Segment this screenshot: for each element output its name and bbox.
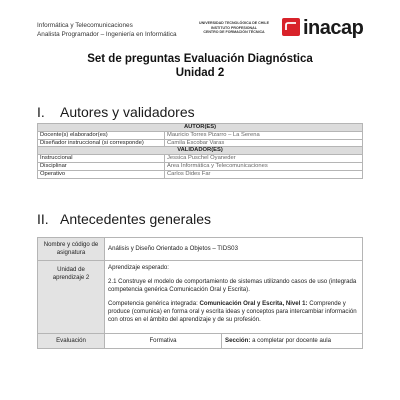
section-label: Sección:	[225, 337, 251, 344]
role-cell: Disciplinar	[38, 162, 165, 170]
authors-band-row	[38, 124, 363, 132]
role-cell: Operativo	[38, 170, 165, 178]
background-table	[37, 237, 363, 349]
header-program-line: Analista Programador – Ingeniería en Informática	[37, 30, 177, 38]
section-title: Autores y validadores	[60, 104, 195, 120]
generic-competency	[108, 300, 359, 324]
competency-bold: Comunicación Oral y Escrita, Nivel 1:	[199, 300, 308, 307]
evaluation-type-cell: Formativa	[105, 334, 222, 349]
section-value: a completar por docente aula	[250, 337, 332, 344]
evaluation-label-cell: Evaluación	[38, 334, 105, 349]
value-cell: Camila Escobar Varas	[165, 139, 363, 147]
authors-band: AUTOR(ES)	[38, 124, 363, 132]
table-row	[38, 170, 363, 178]
inacap-logo-word: inacap	[303, 17, 364, 39]
logo-caption-line2: INSTITUTO PROFESIONAL	[211, 25, 257, 30]
unit-label-cell: Unidad de aprendizaje 2	[38, 261, 105, 334]
section-number: II.	[37, 211, 49, 227]
table-row	[38, 334, 363, 349]
role-cell: Instruccional	[38, 155, 165, 163]
unit-content-cell	[105, 261, 363, 334]
logo-caption-line3: CENTRO DE FORMACIÓN TÉCNICA	[203, 30, 265, 34]
header-area-line: Informática y Telecomunicaciones	[37, 22, 133, 29]
value-cell: Mauricio Torres Pizarro – La Serena	[165, 131, 363, 139]
expected-learning-text: 2.1 Construye el modelo de comportamiento de sistemas utilizando casos de uso (integrada competencia genérica Comunicación Oral y Escrita).	[108, 278, 357, 293]
course-value-cell: Análisis y Diseño Orientado a Objetos – TIDS03	[105, 238, 363, 261]
competency-prefix: Competencia genérica integrada:	[108, 300, 200, 307]
value-cell: Área Informática y Telecomunicaciones	[165, 162, 363, 170]
role-cell: Diseñador instruccional (si corresponde)	[38, 139, 165, 147]
table-row	[38, 261, 363, 334]
validators-band: VALIDADOR(ES)	[38, 147, 363, 155]
validators-band-row	[38, 147, 363, 155]
logo-caption-line1: UNIVERSIDAD TECNOLÓGICA DE CHILE	[199, 21, 269, 25]
table-row	[38, 155, 363, 163]
value-cell: Jessica Puschel Oyaneder	[165, 155, 363, 163]
table-row	[38, 139, 363, 147]
section-cell	[222, 334, 363, 349]
authors-table	[37, 123, 363, 179]
document-subtitle: Unidad 2	[175, 67, 225, 79]
course-label-cell: Nombre y código de asignatura	[38, 238, 105, 261]
value-cell: Carlos Dides Far	[165, 170, 363, 178]
section-title: Antecedentes generales	[60, 211, 211, 227]
header-faculty	[37, 22, 177, 39]
section-number: I.	[37, 104, 45, 120]
logo-caption	[192, 21, 276, 35]
table-row	[38, 238, 363, 261]
competency-text: Comprende y produce (comunica) en forma oral y escrita ideas y conceptos para intercambiar información con otros en el ámbito del aprendizaje y de su profesión.	[108, 300, 357, 323]
role-cell: Docente(s) elaborador(es)	[38, 131, 165, 139]
document-title: Set de preguntas Evaluación Diagnóstica	[87, 53, 313, 65]
inacap-logo-icon	[282, 18, 300, 36]
section-heading-background	[37, 211, 211, 227]
table-row	[38, 131, 363, 139]
section-heading-authors	[37, 104, 195, 120]
expected-learning-label: Aprendizaje esperado:	[108, 264, 169, 271]
table-row	[38, 162, 363, 170]
